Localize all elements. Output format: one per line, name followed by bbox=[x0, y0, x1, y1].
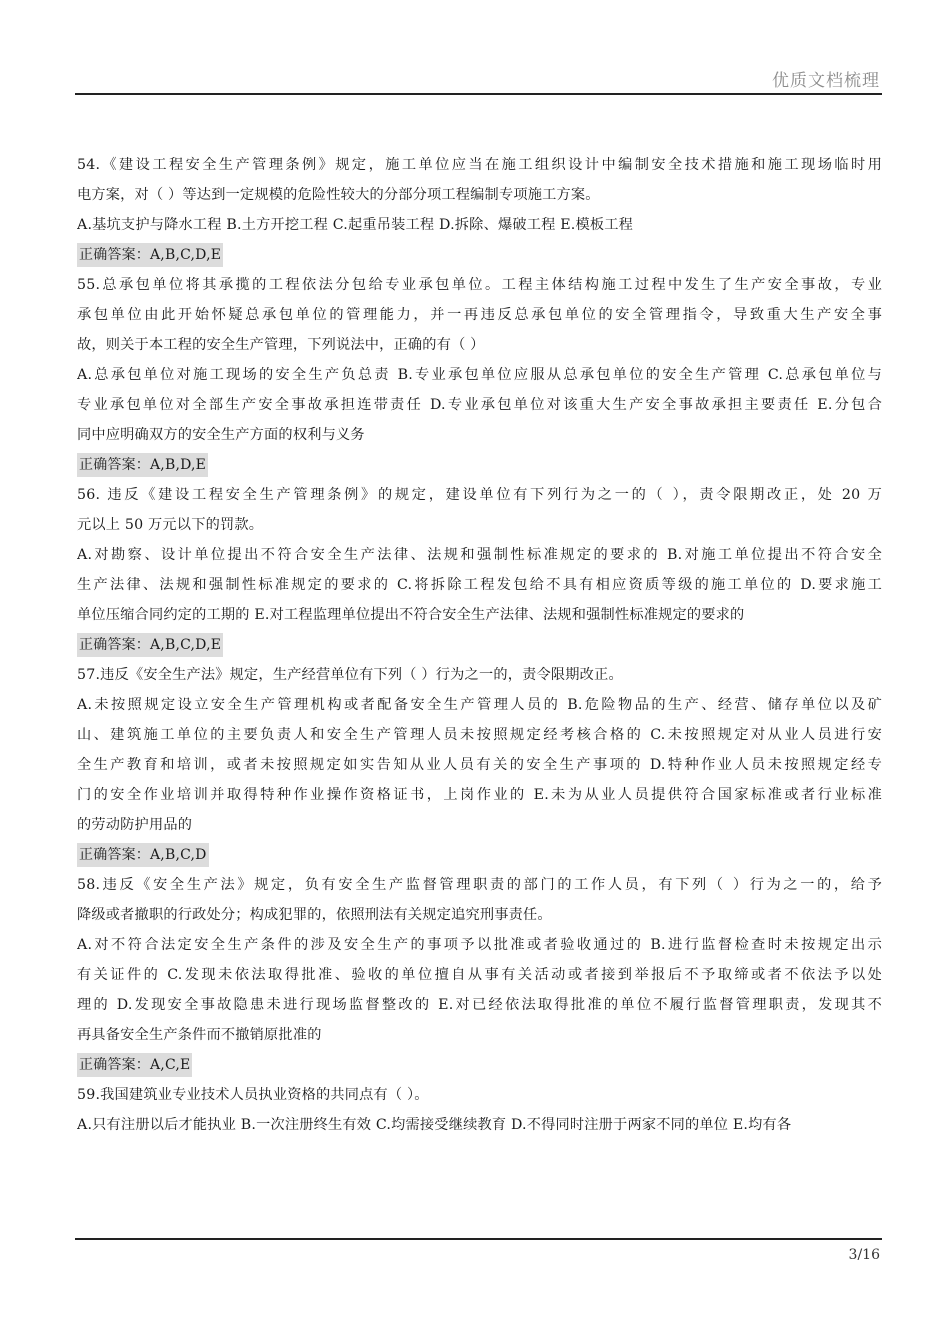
question-text-line: 55.总承包单位将其承揽的工程依法分包给专业承包单位。工程主体结构施工过程中发生了生产安全事故，专业 bbox=[77, 277, 882, 293]
question-block bbox=[77, 270, 882, 480]
document-body bbox=[77, 150, 882, 1140]
document-header-title: 优质文档梳理 bbox=[772, 71, 880, 91]
correct-answer: 正确答案：A,B,C,D,E bbox=[77, 633, 223, 657]
option-text-line: A.未按照规定设立安全生产管理机构或者配备安全生产管理人员的 B.危险物品的生产、经营、储存单位以及矿 bbox=[77, 697, 882, 713]
question-text-line: 54.《建设工程安全生产管理条例》规定，施工单位应当在施工组织设计中编制安全技术措施和施工现场临时用 bbox=[77, 157, 882, 173]
option-text-line: 门的安全作业培训并取得特种作业操作资格证书，上岗作业的 E.未为从业人员提供符合国家标准或者行业标准 bbox=[77, 787, 882, 803]
option-text-line: 山、建筑施工单位的主要负责人和安全生产管理人员未按照规定经考核合格的 C.未按照规定对从业人员进行安 bbox=[77, 727, 882, 743]
answer-row bbox=[77, 840, 882, 870]
option-text-line: A.基坑支护与降水工程 B.土方开挖工程 C.起重吊装工程 D.拆除、爆破工程 E.模板工程 bbox=[77, 217, 634, 233]
option-text-line: A.对不符合法定安全生产条件的涉及安全生产的事项予以批准或者验收通过的 B.进行监督检查时未按规定出示 bbox=[77, 937, 882, 953]
option-text-line: 专业承包单位对全部生产安全事故承担连带责任 D.专业承包单位对该重大生产安全事故承担主要责任 E.分包合 bbox=[77, 397, 882, 413]
header-divider bbox=[75, 93, 882, 95]
correct-answer: 正确答案：A,C,E bbox=[77, 1053, 192, 1077]
answer-row bbox=[77, 630, 882, 660]
option-text-line: 的劳动防护用品的 bbox=[77, 817, 193, 833]
option-text-line: A.只有注册以后才能执业 B.一次注册终生有效 C.均需接受继续教育 D.不得同时注册于两家不同的单位 E.均有各 bbox=[77, 1117, 792, 1133]
correct-answer: 正确答案：A,B,D,E bbox=[77, 453, 208, 477]
option-text-line: 理的 D.发现安全事故隐患未进行现场监督整改的 E.对已经依法取得批准的单位不履行监督管理职责，发现其不 bbox=[77, 997, 882, 1013]
answer-row bbox=[77, 1050, 882, 1080]
question-text-line: 元以上 50 万元以下的罚款。 bbox=[77, 517, 264, 533]
option-text-line: 有关证件的 C.发现未依法取得批准、验收的单位擅自从事有关活动或者接到举报后不予取缔或者不依法予以处 bbox=[77, 967, 882, 983]
correct-answer: 正确答案：A,B,C,D,E bbox=[77, 243, 223, 267]
correct-answer: 正确答案：A,B,C,D bbox=[77, 843, 209, 867]
option-text-line: 再具备安全生产条件而不撤销原批准的 bbox=[77, 1027, 322, 1043]
question-text-line: 承包单位由此开始怀疑总承包单位的管理能力，并一再违反总承包单位的安全管理指令，导致重大生产安全事 bbox=[77, 307, 882, 323]
question-block bbox=[77, 150, 882, 270]
question-text-line: 降级或者撤职的行政处分；构成犯罪的，依照刑法有关规定追究刑事责任。 bbox=[77, 907, 552, 923]
question-text-line: 56. 违反《建设工程安全生产管理条例》的规定，建设单位有下列行为之一的（ ），责令限期改正，处 20 万 bbox=[77, 487, 882, 503]
page-number: 3/16 bbox=[848, 1247, 880, 1263]
question-text-line: 59.我国建筑业专业技术人员执业资格的共同点有（ ）。 bbox=[77, 1087, 429, 1103]
option-text-line: 全生产教育和培训，或者未按照规定如实告知从业人员有关的安全生产事项的 D.特种作业人员未按照规定经专 bbox=[77, 757, 882, 773]
question-block bbox=[77, 480, 882, 660]
option-text-line: 单位压缩合同约定的工期的 E.对工程监理单位提出不符合安全生产法律、法规和强制性标准规定的要求的 bbox=[77, 607, 745, 623]
option-text-line: 同中应明确双方的安全生产方面的权利与义务 bbox=[77, 427, 365, 443]
question-block bbox=[77, 1080, 882, 1140]
answer-row bbox=[77, 450, 882, 480]
option-text-line: A.总承包单位对施工现场的安全生产负总责 B.专业承包单位应服从总承包单位的安全生产管理 C.总承包单位与 bbox=[77, 367, 882, 383]
answer-row bbox=[77, 240, 882, 270]
option-text-line: A.对勘察、设计单位提出不符合安全生产法律、法规和强制性标准规定的要求的 B.对施工单位提出不符合安全 bbox=[77, 547, 882, 563]
option-text-line: 生产法律、法规和强制性标准规定的要求的 C.将拆除工程发包给不具有相应资质等级的施工单位的 D.要求施工 bbox=[77, 577, 882, 593]
question-block bbox=[77, 660, 882, 870]
question-text-line: 故，则关于本工程的安全生产管理，下列说法中，正确的有（ ） bbox=[77, 337, 485, 353]
question-text-line: 57.违反《安全生产法》规定，生产经营单位有下列（ ）行为之一的，责令限期改正。 bbox=[77, 667, 623, 683]
question-block bbox=[77, 870, 882, 1080]
question-text-line: 58.违反《安全生产法》规定，负有安全生产监督管理职责的部门的工作人员，有下列（ ）行为之一的，给予 bbox=[77, 877, 882, 893]
question-text-line: 电方案，对（ ）等达到一定规模的危险性较大的分部分项工程编制专项施工方案。 bbox=[77, 187, 600, 203]
footer-divider bbox=[75, 1238, 882, 1240]
